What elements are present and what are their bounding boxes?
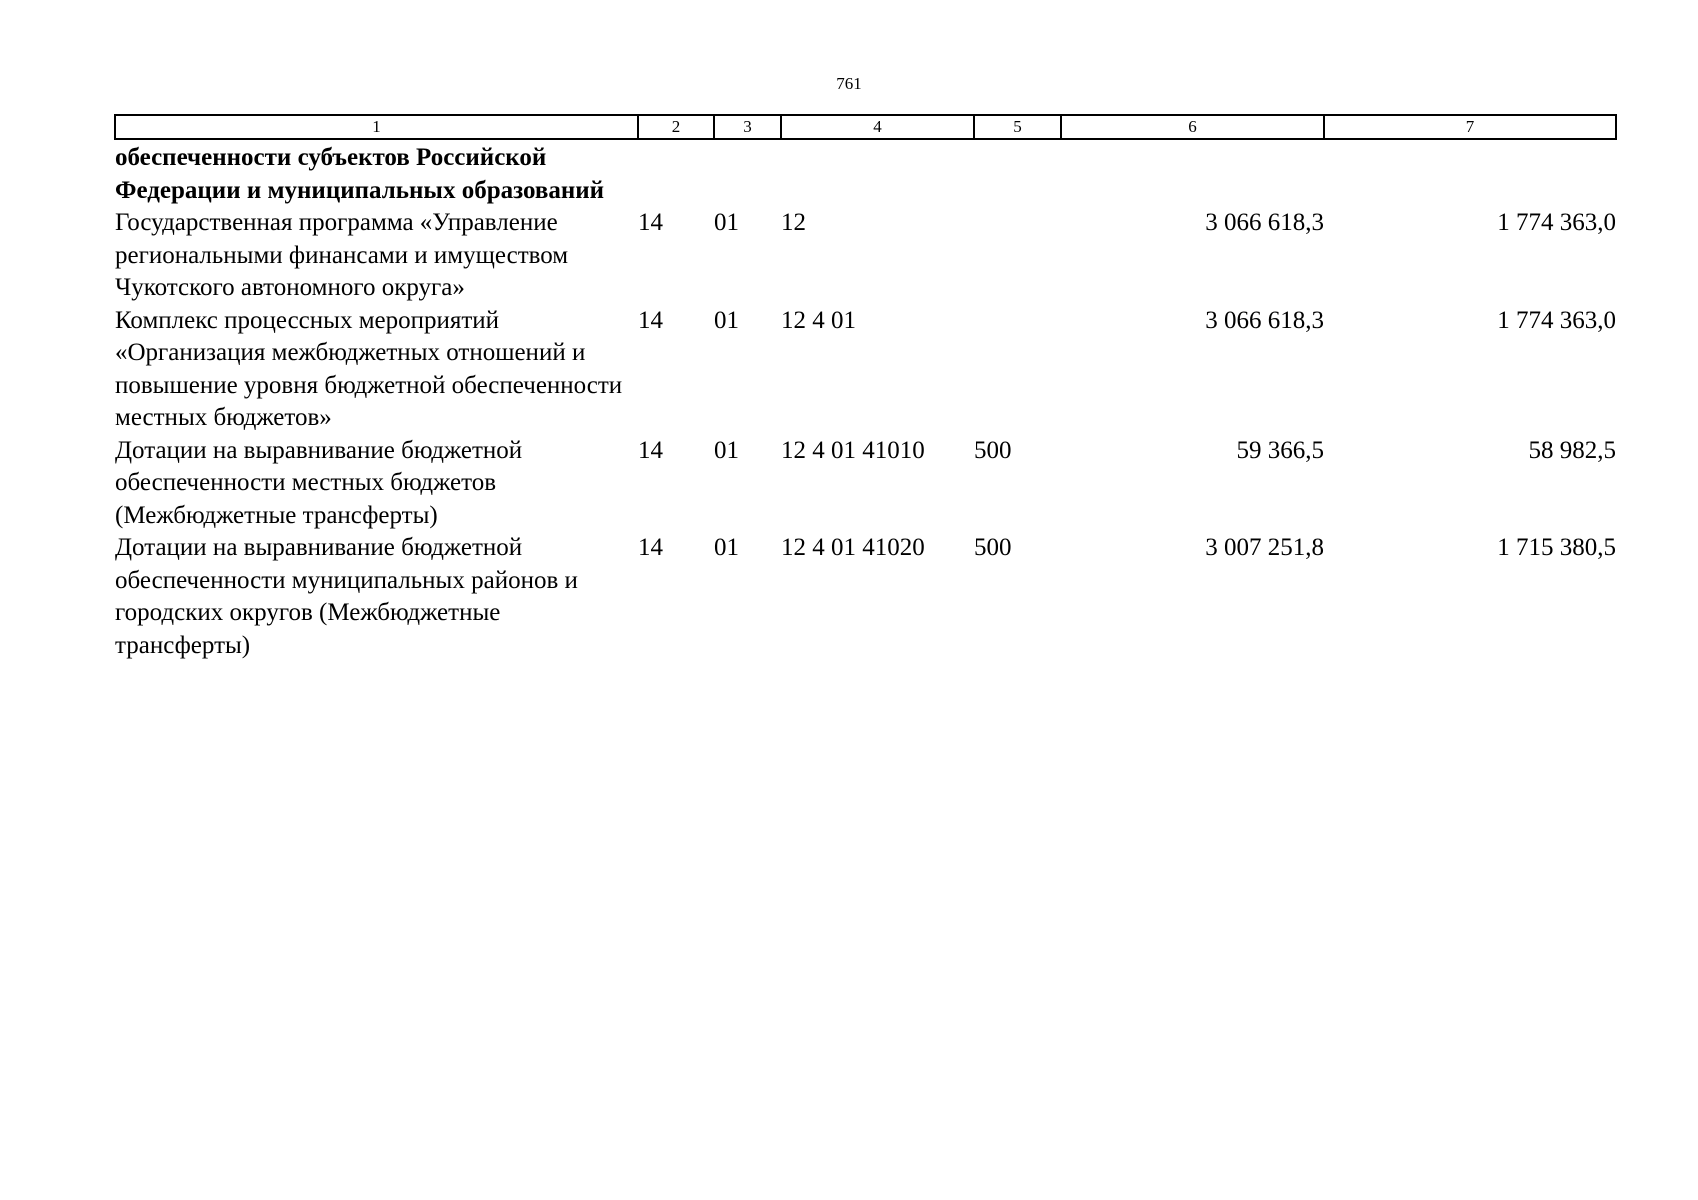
- row-name-cell: Дотации на выравнивание бюджетной обеспеченности муниципальных районов и городских округов (Межбюджетные трансферты): [115, 534, 578, 659]
- table-row: [115, 139, 1616, 207]
- expense-type-cell: [974, 139, 1061, 207]
- row-name-cell: Комплекс процессных мероприятий «Организация межбюджетных отношений и повышение уровня бюджетной обеспеченности местных бюджетов»: [115, 306, 623, 431]
- section-cell: [638, 139, 714, 207]
- amount-1-cell: 59 366,5: [1236, 436, 1324, 464]
- section-cell: 14: [638, 306, 663, 334]
- amount-1-cell: 3 066 618,3: [1205, 209, 1324, 236]
- expense-type-cell: 500: [974, 534, 1012, 561]
- row-name-cell: Дотации на выравнивание бюджетной обеспеченности местных бюджетов (Межбюджетные трансферты): [115, 436, 523, 529]
- target-code-cell: 12: [781, 209, 806, 236]
- section-cell: 14: [638, 209, 663, 236]
- subsection-cell: [714, 139, 781, 207]
- amount-1-cell: [1061, 139, 1324, 207]
- column-header-3: 3: [714, 115, 781, 139]
- row-name-cell: Государственная программа «Управление региональными финансами и имуществом Чукотского автономного округа»: [115, 209, 569, 301]
- page-number: 761: [836, 74, 862, 93]
- section-cell: 14: [638, 436, 663, 464]
- column-header-2: 2: [638, 115, 714, 139]
- column-number-row: [115, 115, 1616, 139]
- amount-2-cell: 1 715 380,5: [1497, 534, 1616, 561]
- target-code-cell: 12 4 01: [781, 306, 856, 334]
- expense-type-cell: 500: [974, 436, 1012, 464]
- row-name-cell: обеспеченности субъектов Российской Федерации и муниципальных образований: [115, 144, 605, 204]
- table-row: [115, 532, 1616, 662]
- subsection-cell: 01: [714, 534, 739, 561]
- column-header-6: 6: [1061, 115, 1324, 139]
- target-code-cell: 12 4 01 41010: [781, 436, 925, 464]
- subsection-cell: 01: [714, 209, 739, 236]
- column-header-1: 1: [115, 115, 638, 139]
- column-header-5: 5: [974, 115, 1061, 139]
- amount-2-cell: 1 774 363,0: [1497, 209, 1616, 236]
- amount-2-cell: 1 774 363,0: [1497, 306, 1616, 334]
- amount-1-cell: 3 007 251,8: [1205, 534, 1324, 561]
- table-row: [115, 305, 1616, 435]
- target-code-cell: 12 4 01 41020: [781, 534, 925, 561]
- amount-2-cell: 58 982,5: [1528, 436, 1616, 464]
- table-row: [115, 435, 1616, 533]
- target-code-cell: [781, 139, 974, 207]
- budget-table: [114, 114, 1617, 662]
- column-header-4: 4: [781, 115, 974, 139]
- subsection-cell: 01: [714, 436, 739, 464]
- amount-1-cell: 3 066 618,3: [1205, 306, 1324, 334]
- amount-2-cell: [1324, 139, 1616, 207]
- column-header-7: 7: [1324, 115, 1616, 139]
- expense-type-cell: [974, 207, 1061, 305]
- table-row: [115, 207, 1616, 305]
- expense-type-cell: [974, 305, 1061, 435]
- section-cell: 14: [638, 534, 663, 561]
- subsection-cell: 01: [714, 306, 739, 334]
